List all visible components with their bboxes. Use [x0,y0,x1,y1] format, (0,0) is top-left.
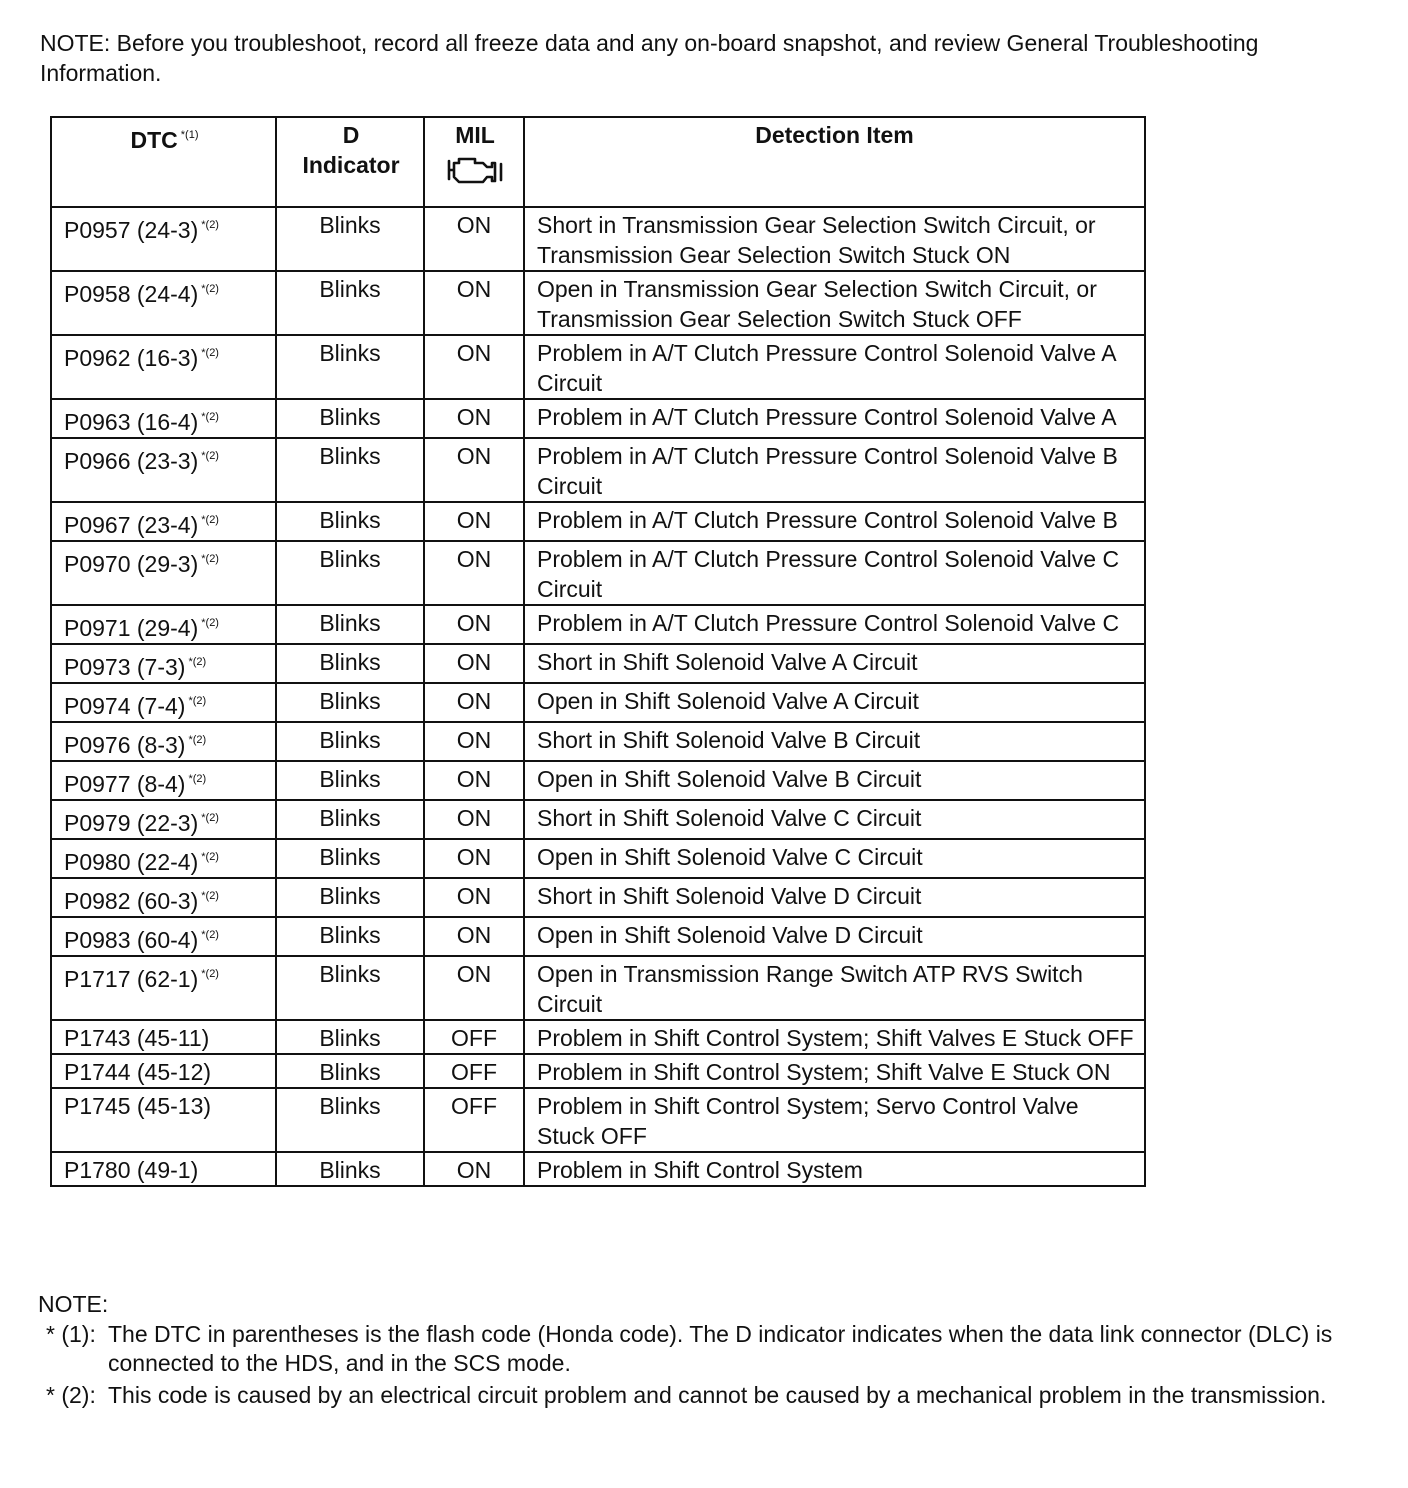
dtc-footnote-ref: *(2) [188,656,207,668]
dtc-code: P0963 (16-4) [64,409,199,435]
dtc-code-cell [51,438,276,502]
table-row [51,335,1145,399]
dtc-code-cell [51,271,276,335]
table-row [51,917,1145,956]
table-row [51,541,1145,605]
dtc-footnote-ref: *(2) [201,347,219,359]
table-header-row [51,117,1145,207]
dtc-code: P0974 (7-4) [64,693,186,719]
dtc-footnote-ref: *(2) [201,890,219,902]
d-indicator-cell: Blinks [276,207,424,271]
dtc-footnote-ref: *(2) [201,851,219,863]
table-row [51,839,1145,878]
header-mil [424,117,524,207]
dtc-code-cell [51,839,276,878]
table-row [51,271,1145,335]
dtc-code: P0966 (23-3) [64,448,199,474]
footnote-1-mark: * (1): [46,1321,96,1347]
d-indicator-cell: Blinks [276,917,424,956]
header-dtc [51,117,276,207]
d-indicator-cell: Blinks [276,399,424,438]
d-indicator-cell: Blinks [276,722,424,761]
mil-cell: ON [424,683,524,722]
dtc-footnote-ref: *(2) [188,734,207,746]
table-row [51,1152,1145,1186]
d-indicator-cell: Blinks [276,1054,424,1088]
detection-item-cell: Problem in A/T Clutch Pressure Control Solenoid Valve C Circuit [524,541,1145,605]
detection-item-cell: Open in Shift Solenoid Valve A Circuit [524,683,1145,722]
d-indicator-cell: Blinks [276,541,424,605]
detection-item-cell: Problem in A/T Clutch Pressure Control Solenoid Valve A [524,399,1145,438]
table-row [51,878,1145,917]
dtc-code-cell [51,644,276,683]
detection-item-cell: Short in Shift Solenoid Valve C Circuit [524,800,1145,839]
footnote-2-text: This code is caused by an electrical circuit problem and cannot be caused by a mechanical problem in the transmission. [108,1382,1327,1408]
dtc-code: P1780 (49-1) [64,1157,199,1183]
dtc-code-cell [51,956,276,1020]
d-indicator-cell: Blinks [276,1152,424,1186]
dtc-code: P0977 (8-4) [64,771,186,797]
header-d-line2: Indicator [302,152,400,178]
dtc-footnote-ref: *(2) [201,968,219,980]
mil-cell: ON [424,502,524,541]
dtc-code: P0982 (60-3) [64,888,199,914]
table-row [51,722,1145,761]
detection-item-cell: Open in Shift Solenoid Valve B Circuit [524,761,1145,800]
table-row [51,438,1145,502]
dtc-code-cell [51,541,276,605]
table-row [51,1020,1145,1054]
dtc-footnote-ref: *(2) [201,514,219,526]
dtc-code-cell [51,1152,276,1186]
dtc-code: P1717 (62-1) [64,966,199,992]
intro-note: NOTE: Before you troubleshoot, record all freeze data and any on-board snapshot, and review General Troubleshooting Information. [40,30,1259,86]
table-row [51,956,1145,1020]
dtc-footnote-ref: *(2) [201,929,219,941]
mil-cell: ON [424,1152,524,1186]
detection-item-cell: Short in Shift Solenoid Valve D Circuit [524,878,1145,917]
dtc-code: P0958 (24-4) [64,281,199,307]
dtc-code-cell [51,800,276,839]
d-indicator-cell: Blinks [276,956,424,1020]
table-row [51,800,1145,839]
footnote-2-mark: * (2): [46,1382,96,1408]
detection-item-cell: Short in Shift Solenoid Valve A Circuit [524,644,1145,683]
mil-cell: ON [424,541,524,605]
check-engine-icon [445,152,505,188]
dtc-code-cell [51,1088,276,1152]
dtc-code-cell [51,1054,276,1088]
detection-item-cell: Problem in A/T Clutch Pressure Control Solenoid Valve B [524,502,1145,541]
dtc-code-cell [51,683,276,722]
mil-cell: ON [424,722,524,761]
detection-item-cell: Problem in Shift Control System; Shift Valve E Stuck ON [524,1054,1145,1088]
dtc-footnote-ref: *(2) [201,812,219,824]
mil-cell: ON [424,438,524,502]
detection-item-cell: Open in Transmission Gear Selection Switch Circuit, or Transmission Gear Selection Switch Stuck OFF [524,271,1145,335]
table-row [51,605,1145,644]
dtc-code: P1745 (45-13) [64,1093,212,1119]
mil-cell: OFF [424,1020,524,1054]
header-mil-label: MIL [455,122,495,148]
dtc-code: P0973 (7-3) [64,654,186,680]
table-row [51,207,1145,271]
d-indicator-cell: Blinks [276,335,424,399]
detection-item-cell: Open in Transmission Range Switch ATP RVS Switch Circuit [524,956,1145,1020]
dtc-code: P0971 (29-4) [64,615,199,641]
d-indicator-cell: Blinks [276,271,424,335]
dtc-code: P0962 (16-3) [64,345,199,371]
footnote-1 [38,1320,1388,1378]
d-indicator-cell: Blinks [276,683,424,722]
table-row [51,399,1145,438]
header-dtc-label: DTC [130,127,178,153]
mil-cell: ON [424,335,524,399]
dtc-footnote-ref: *(2) [201,553,219,565]
dtc-code: P0983 (60-4) [64,927,199,953]
dtc-footnote-ref: *(2) [201,450,219,462]
d-indicator-cell: Blinks [276,761,424,800]
footnotes [38,1290,1388,1413]
d-indicator-cell: Blinks [276,839,424,878]
detection-item-cell: Short in Shift Solenoid Valve B Circuit [524,722,1145,761]
detection-item-cell: Open in Shift Solenoid Valve D Circuit [524,917,1145,956]
d-indicator-cell: Blinks [276,438,424,502]
detection-item-cell: Short in Transmission Gear Selection Switch Circuit, or Transmission Gear Selection Switch Stuck ON [524,207,1145,271]
mil-cell: ON [424,917,524,956]
table-row [51,644,1145,683]
mil-cell: ON [424,207,524,271]
dtc-code-cell [51,502,276,541]
dtc-code-cell [51,761,276,800]
d-indicator-cell: Blinks [276,800,424,839]
dtc-footnote-ref: *(2) [201,283,219,295]
d-indicator-cell: Blinks [276,502,424,541]
dtc-code-cell [51,917,276,956]
dtc-footnote-ref: *(2) [201,219,219,231]
dtc-footnote-ref: *(2) [188,773,207,785]
detection-item-cell: Problem in Shift Control System; Servo Control Valve Stuck OFF [524,1088,1145,1152]
dtc-code-cell [51,207,276,271]
dtc-code-cell [51,722,276,761]
d-indicator-cell: Blinks [276,1088,424,1152]
dtc-code: P0967 (23-4) [64,512,199,538]
dtc-code: P0980 (22-4) [64,849,199,875]
detection-item-cell: Problem in Shift Control System; Shift Valves E Stuck OFF [524,1020,1145,1054]
footnotes-heading: NOTE: [38,1291,109,1317]
footnote-1-text: The DTC in parentheses is the flash code (Honda code). The D indicator indicates when the data link connector (DLC) is connected to the HDS, and in the SCS mode. [108,1321,1333,1376]
dtc-code-cell [51,399,276,438]
mil-cell: ON [424,605,524,644]
detection-item-cell: Problem in A/T Clutch Pressure Control Solenoid Valve B Circuit [524,438,1145,502]
detection-item-cell: Problem in A/T Clutch Pressure Control Solenoid Valve A Circuit [524,335,1145,399]
detection-item-cell: Open in Shift Solenoid Valve C Circuit [524,839,1145,878]
header-d-line1: D [342,122,360,148]
header-d-indicator [276,117,424,207]
dtc-code: P1744 (45-12) [64,1059,212,1085]
dtc-code: P0979 (22-3) [64,810,199,836]
footnote-2 [38,1381,1388,1410]
mil-cell: ON [424,644,524,683]
mil-cell: ON [424,956,524,1020]
dtc-footnote-ref: *(2) [201,617,219,629]
mil-cell: ON [424,878,524,917]
mil-cell: ON [424,839,524,878]
detection-item-cell: Problem in A/T Clutch Pressure Control Solenoid Valve C [524,605,1145,644]
dtc-footnote-ref: *(2) [201,411,219,423]
mil-cell: OFF [424,1088,524,1152]
dtc-code: P0957 (24-3) [64,217,199,243]
table-row [51,1054,1145,1088]
dtc-table-body [51,207,1145,1186]
header-detection-item: Detection Item [524,117,1145,207]
d-indicator-cell: Blinks [276,644,424,683]
dtc-code-cell [51,335,276,399]
mil-cell: ON [424,399,524,438]
dtc-table [50,116,1146,1187]
table-row [51,761,1145,800]
dtc-code-cell [51,1020,276,1054]
mil-cell: ON [424,761,524,800]
table-row [51,502,1145,541]
mil-cell: ON [424,800,524,839]
header-dtc-footnote: *(1) [180,129,199,141]
mil-cell: ON [424,271,524,335]
d-indicator-cell: Blinks [276,605,424,644]
table-row [51,683,1145,722]
table-row [51,1088,1145,1152]
dtc-code-cell [51,605,276,644]
d-indicator-cell: Blinks [276,878,424,917]
detection-item-cell: Problem in Shift Control System [524,1152,1145,1186]
dtc-code-cell [51,878,276,917]
mil-cell: OFF [424,1054,524,1088]
dtc-footnote-ref: *(2) [188,695,207,707]
dtc-code: P0976 (8-3) [64,732,186,758]
dtc-code: P0970 (29-3) [64,551,199,577]
d-indicator-cell: Blinks [276,1020,424,1054]
dtc-code: P1743 (45-11) [64,1025,210,1051]
